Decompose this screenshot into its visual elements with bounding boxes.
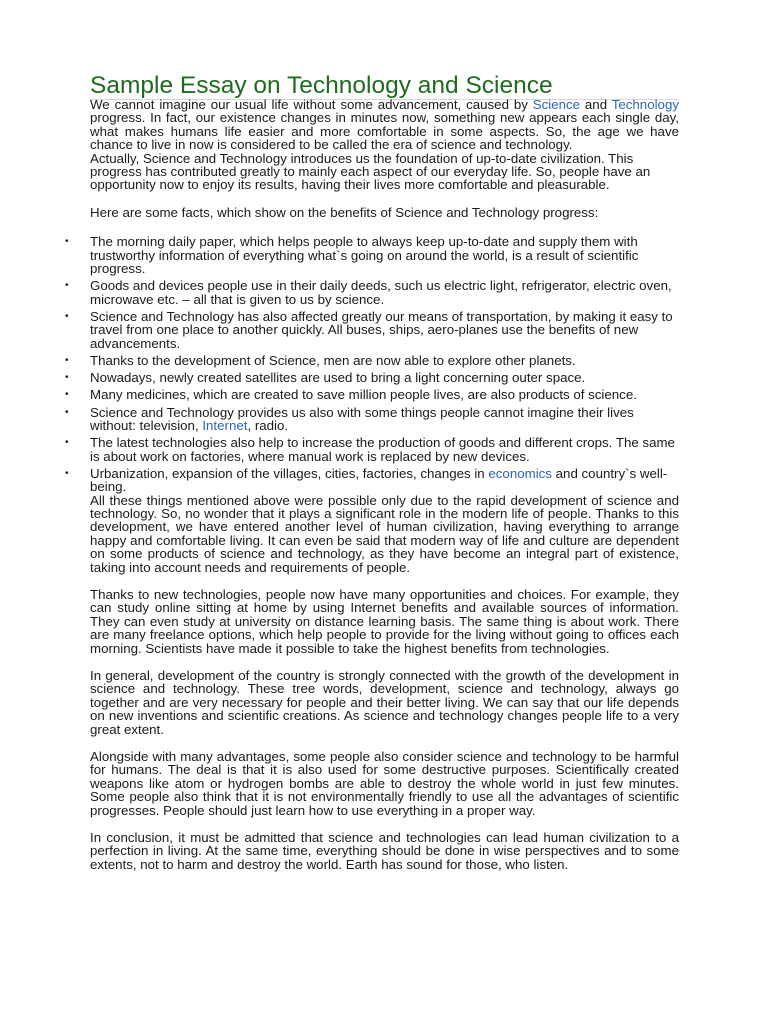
list-item: • Goods and devices people use in their daily deeds, such us electric light, refrigerator, electric oven, microwave etc. – all that is given to us by science. (65, 278, 672, 307)
page-title: Sample Essay on Technology and Science (90, 72, 553, 99)
bullet-icon: • (65, 389, 69, 401)
list-item: • Thanks to the development of Science, men are now able to explore other planets. (65, 352, 576, 368)
economics-link[interactable]: economics (488, 465, 552, 481)
science-link[interactable]: Science (532, 97, 581, 112)
bullet-icon: • (65, 236, 69, 248)
technology-link[interactable]: Technology (611, 97, 679, 112)
body-paragraph-4: Alongside with many advantages, some people also consider science and technology to be harmful for humans. The deal is that it is also used for some destructive purposes. Scientifically created weapons like atom or hydrogen bombs are able to destroy the whole world in just few minutes. Some people also think that it is not environmentally friendly to use all the advantages of scientific progresses. People should just learn how to use everything in a proper way. (90, 749, 679, 818)
spacer (90, 219, 679, 235)
bullet-icon: • (65, 467, 69, 479)
list-item: • Science and Technology has also affected greatly our means of transportation, by making it easy to travel from one place to another quickly. All buses, ships, aero-planes use the benefits of new advancements. (65, 308, 673, 351)
body-paragraph-3: In general, development of the country is strongly connected with the growth of the development in science and technology. These tree words, development, science and technology, always go together and are very necessary for people and their better living. We can say that our life depends on new inventions and scientific creations. As science and technology changes people life to a very great extent. (90, 668, 679, 737)
intro-paragraph-1: We cannot imagine our usual life without some advancement, caused by Science and Technology progress. In fact, our existence changes in minutes now, something new appears each single day, what makes humans life easier and more comfortable in some aspects. So, the age we have chance to live in now is considered to be called the era of science and technology. (90, 97, 679, 153)
bullet-icon: • (65, 354, 69, 366)
essay-body (65, 97, 679, 872)
bullet-icon: • (65, 437, 69, 449)
intro-paragraph-3: Here are some facts, which show on the benefits of Science and Technology progress: (90, 204, 599, 220)
spacer (90, 574, 679, 588)
list-item: • The morning daily paper, which helps people to always keep up-to-date and supply them with trustworthy information of everything what`s going on around the world, is a result of scientific progress. (65, 234, 639, 277)
list-item: • The latest technologies also help to increase the production of goods and different crops. The same is about work on factories, where manual work is replaced by new devices. (65, 435, 675, 464)
bullet-icon: • (65, 406, 69, 418)
body-paragraph-1: All these things mentioned above were possible only due to the rapid development of science and technology. So, no wonder that it plays a significant role in the modern life of people. Thanks to this development, we have entered another level of human civilization, having everything to arrange happy and comfortable living. It can even be said that modern way of life and culture are dependent on some products of science and technology, as they have become an integral part of existence, taking into account needs and requirements of people. (90, 492, 679, 575)
list-item: • Urbanization, expansion of the villages, cities, factories, changes in economics and country`s well-being. (65, 465, 668, 495)
spacer (90, 817, 679, 831)
bullet-icon: • (65, 280, 69, 292)
bullet-icon: • (65, 372, 69, 384)
intro-paragraph-2: Actually, Science and Technology introduces us the foundation of up-to-date civilization. This progress has contributed greatly to mainly each aspect of our everyday life. So, people have an opportunity now to enjoy its results, having their lives more comfortable and pleasurable. (90, 150, 651, 193)
list-item: • Science and Technology provides us also with some things people cannot imagine their lives without: television, Internet, radio. (65, 404, 634, 433)
spacer (90, 192, 679, 206)
internet-link[interactable]: Internet (202, 417, 248, 433)
list-item: • Nowadays, newly created satellites are used to bring a light concerning outer space. (65, 370, 586, 386)
body-paragraph-2: Thanks to new technologies, people now have many opportunities and choices. For example, they can study online sitting at home by using Internet benefits and available sources of information. They can even study at university on distance learning basis. The same thing is about work. There are many freelance options, which help people to provide for the living without going to offices each morning. Scientists have made it possible to take the highest benefits from technologies. (90, 586, 679, 656)
spacer (90, 655, 679, 669)
bullet-icon: • (65, 310, 69, 322)
spacer (90, 736, 679, 750)
conclusion-paragraph: In conclusion, it must be admitted that science and technologies can lead human civilization to a perfection in living. At the same time, everything should be done in wise perspectives and to some extents, not to harm and destroy the world. Earth has sound for those, who listen. (90, 830, 679, 872)
benefits-list (65, 234, 679, 495)
list-item: • Many medicines, which are created to save million people lives, are also products of science. (65, 387, 637, 403)
